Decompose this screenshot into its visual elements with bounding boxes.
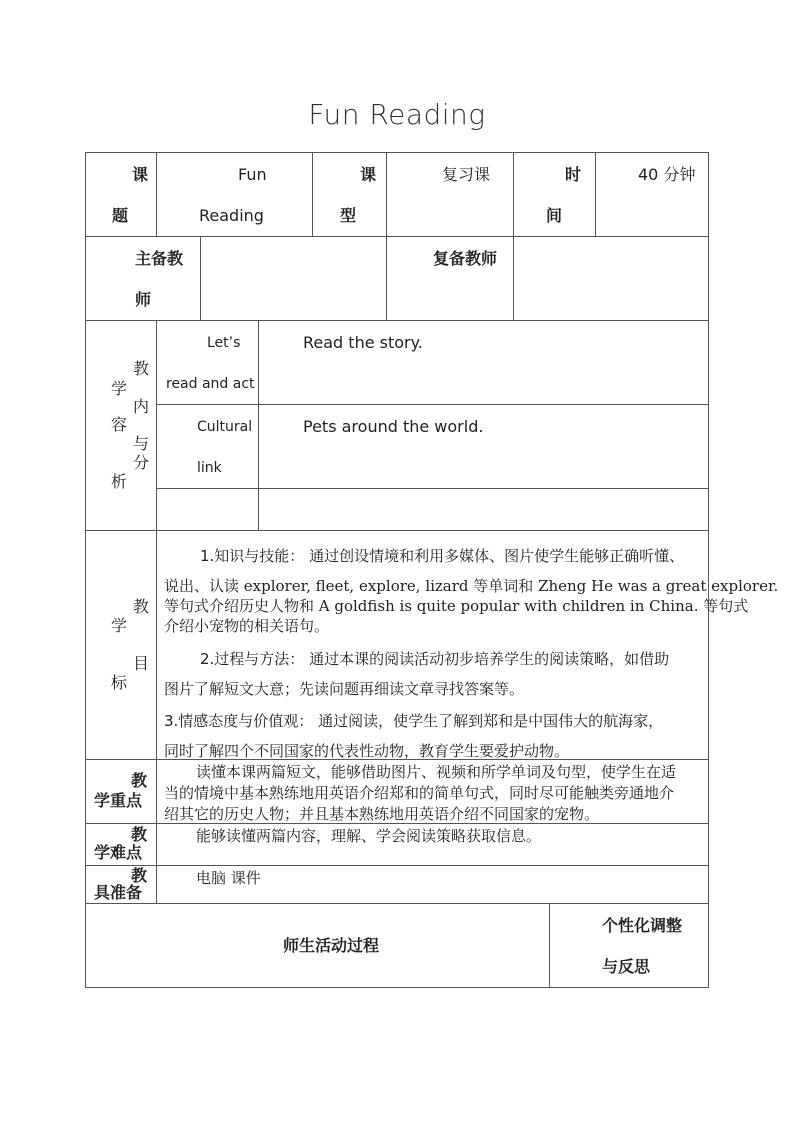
difficulties-label: 教 [131, 825, 148, 844]
section-text: Pets around the world. [303, 417, 484, 436]
objectives-label: 目 [133, 654, 150, 673]
type-value: 复习课 [442, 165, 491, 184]
table-border-right [708, 152, 709, 988]
section-text: Read the story. [303, 333, 423, 352]
row-divider [85, 530, 709, 531]
key-points-line: 绍其它的历史人物；并且基本熟练地用英语介绍不同国家的宠物。 [164, 805, 600, 823]
row-divider [156, 404, 709, 405]
row-divider [156, 488, 709, 489]
col-divider [312, 152, 313, 236]
difficulties-label: 学难点 [94, 843, 143, 862]
time-value: 40 分钟 [638, 165, 696, 184]
preparation-text: 电脑 课件 [196, 869, 261, 887]
col-divider [595, 152, 596, 236]
content-analysis-label: 内 [133, 397, 150, 416]
objectives-label: 教 [133, 597, 150, 616]
type-label: 型 [340, 206, 357, 225]
type-label: 课 [360, 165, 377, 184]
col-divider [156, 152, 157, 236]
content-analysis-label: 教 [133, 359, 150, 378]
row-divider [85, 236, 709, 237]
preparation-label: 具准备 [94, 883, 143, 902]
col-divider [258, 320, 259, 531]
section-name: Let’s [207, 335, 241, 351]
reflection-label: 与反思 [602, 957, 651, 976]
key-points-label: 学重点 [94, 791, 143, 810]
objective-1-line: 1.知识与技能： 通过创设情境和利用多媒体、图片使学生能够正确听懂、 [200, 547, 685, 565]
time-label: 时 [565, 165, 582, 184]
table-border-top [85, 152, 709, 153]
section-name: read and act [166, 376, 255, 392]
co-teacher-label: 复备教师 [433, 249, 498, 268]
difficulties-text: 能够读懂两篇内容，理解、学会阅读策略获取信息。 [196, 827, 542, 845]
time-label: 间 [546, 206, 563, 225]
main-teacher-label: 师 [135, 290, 152, 309]
reflection-label: 个性化调整 [602, 916, 683, 935]
objectives-label: 标 [111, 673, 128, 692]
content-analysis-label: 与 [133, 434, 150, 453]
objectives-label: 学 [111, 616, 128, 635]
topic-label: 题 [112, 206, 129, 225]
topic-value: Reading [199, 206, 264, 225]
row-divider [85, 320, 709, 321]
col-divider [156, 320, 157, 531]
process-label: 师生活动过程 [283, 936, 380, 955]
key-points-line: 读懂本课两篇短文，能够借助图片、视频和所学单词及句型，使学生在适 [196, 763, 677, 781]
topic-value: Fun [238, 165, 267, 184]
col-divider [200, 236, 201, 320]
section-name: Cultural [197, 419, 253, 435]
main-teacher-label: 主备教 [135, 249, 184, 268]
preparation-label: 教 [131, 866, 148, 885]
section-name: link [197, 460, 222, 476]
content-analysis-label: 析 [111, 472, 128, 491]
objective-1-line: 介绍小宠物的相关语句。 [164, 617, 330, 635]
objective-1-line: 等句式介绍历史人物和 A goldfish is quite popular with children in China. 等句式 [164, 597, 749, 615]
row-divider [85, 865, 709, 866]
table-border-left [85, 152, 86, 988]
key-points-line: 当的情境中基本熟练地用英语介绍郑和的简单句式，同时尽可能触类旁通地介 [164, 784, 675, 802]
objective-2-line: 2.过程与方法： 通过本课的阅读活动初步培养学生的阅读策略，如借助 [200, 650, 670, 668]
content-analysis-label: 学 [111, 379, 128, 398]
page-title: Fun Reading [308, 98, 486, 131]
topic-label: 课 [132, 165, 149, 184]
row-divider [85, 903, 709, 904]
table-border-bottom [85, 987, 709, 988]
col-divider [386, 152, 387, 320]
objective-3-line: 3.情感态度与价值观： 通过阅读，使学生了解到郑和是中国伟大的航海家， [164, 712, 664, 730]
col-divider [156, 530, 157, 903]
col-divider [513, 152, 514, 320]
content-analysis-label: 分 [133, 453, 150, 472]
objective-2-line: 图片了解短文大意；先读问题再细读文章寻找答案等。 [164, 680, 525, 698]
key-points-label: 教 [131, 771, 148, 790]
col-divider [549, 903, 550, 987]
content-analysis-label: 容 [111, 415, 128, 434]
objective-1-line: 说出、认读 explorer, fleet, explore, lizard 等单词和 Zheng He was a great explorer. [164, 577, 779, 595]
objective-3-line: 同时了解四个不同国家的代表性动物，教育学生要爱护动物。 [164, 742, 570, 760]
